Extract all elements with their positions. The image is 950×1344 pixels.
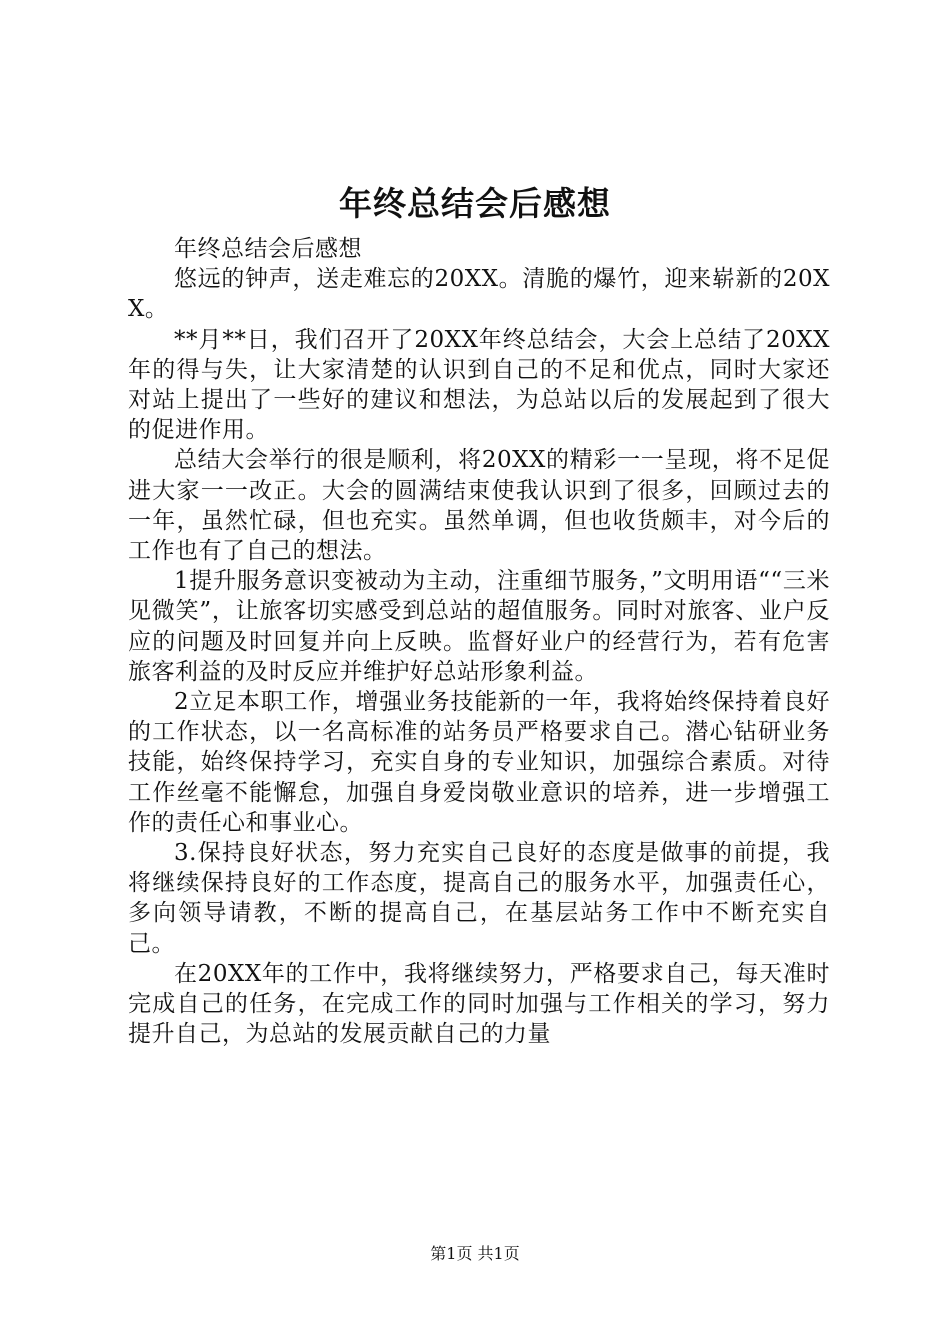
paragraph-point-2: 2立足本职工作，增强业务技能新的一年，我将始终保持着良好的工作状态，以一名高标准的站务员严格要求自己。潜心钻研业务技能，始终保持学习，充实自身的专业知识，加强综合素质。对待工作丝毫不能懈怠，加强自身爱岗敬业意识的培养，进一步增强工作的责任心和事业心。	[128, 689, 830, 836]
page-number-footer: 第1页 共1页	[430, 1244, 520, 1263]
paragraph-heading-repeat: 年终总结会后感想	[174, 236, 362, 262]
paragraph-point-1: 1提升服务意识变被动为主动，注重细节服务，”文明用语““三米见微笑”，让旅客切实感受到总站的超值服务。同时对旅客、业户反应的问题及时回复并向上反映。监督好业户的经营行为，若有危害旅客利益的及时反应并维护好总站形象利益。	[128, 568, 830, 685]
paragraph-summary: 总结大会举行的很是顺利，将20XX的精彩一一呈现，将不足促进大家一一改正。大会的圆满结束使我认识到了很多，回顾过去的一年，虽然忙碌，但也充实。虽然单调，但也收货颇丰，对今后的工作也有了自己的想法。	[128, 447, 830, 565]
paragraph-meeting: **月**日，我们召开了20XX年终总结会，大会上总结了20XX年的得与失，让大家清楚的认识到自己的不足和优点，同时大家还对站上提出了一些好的建议和想法，为总站以后的发展起到了很大的促进作用。	[128, 326, 830, 444]
paragraph-intro: 悠远的钟声，送走难忘的20XX。清脆的爆竹，迎来崭新的20XX。	[128, 266, 830, 323]
paragraph-conclusion: 在20XX年的工作中，我将继续努力，严格要求自己，每天准时完成自己的任务，在完成工作的同时加强与工作相关的学习，努力提升自己，为总站的发展贡献自己的力量	[128, 960, 830, 1048]
paragraph-point-3: 3.保持良好状态，努力充实自己良好的态度是做事的前提，我将继续保持良好的工作态度，提高自己的服务水平，加强责任心，多向领导请教，不断的提高自己，在基层站务工作中不断充实自己。	[128, 840, 830, 957]
document-title: 年终总结会后感想	[339, 184, 611, 223]
document-body	[128, 234, 830, 1049]
